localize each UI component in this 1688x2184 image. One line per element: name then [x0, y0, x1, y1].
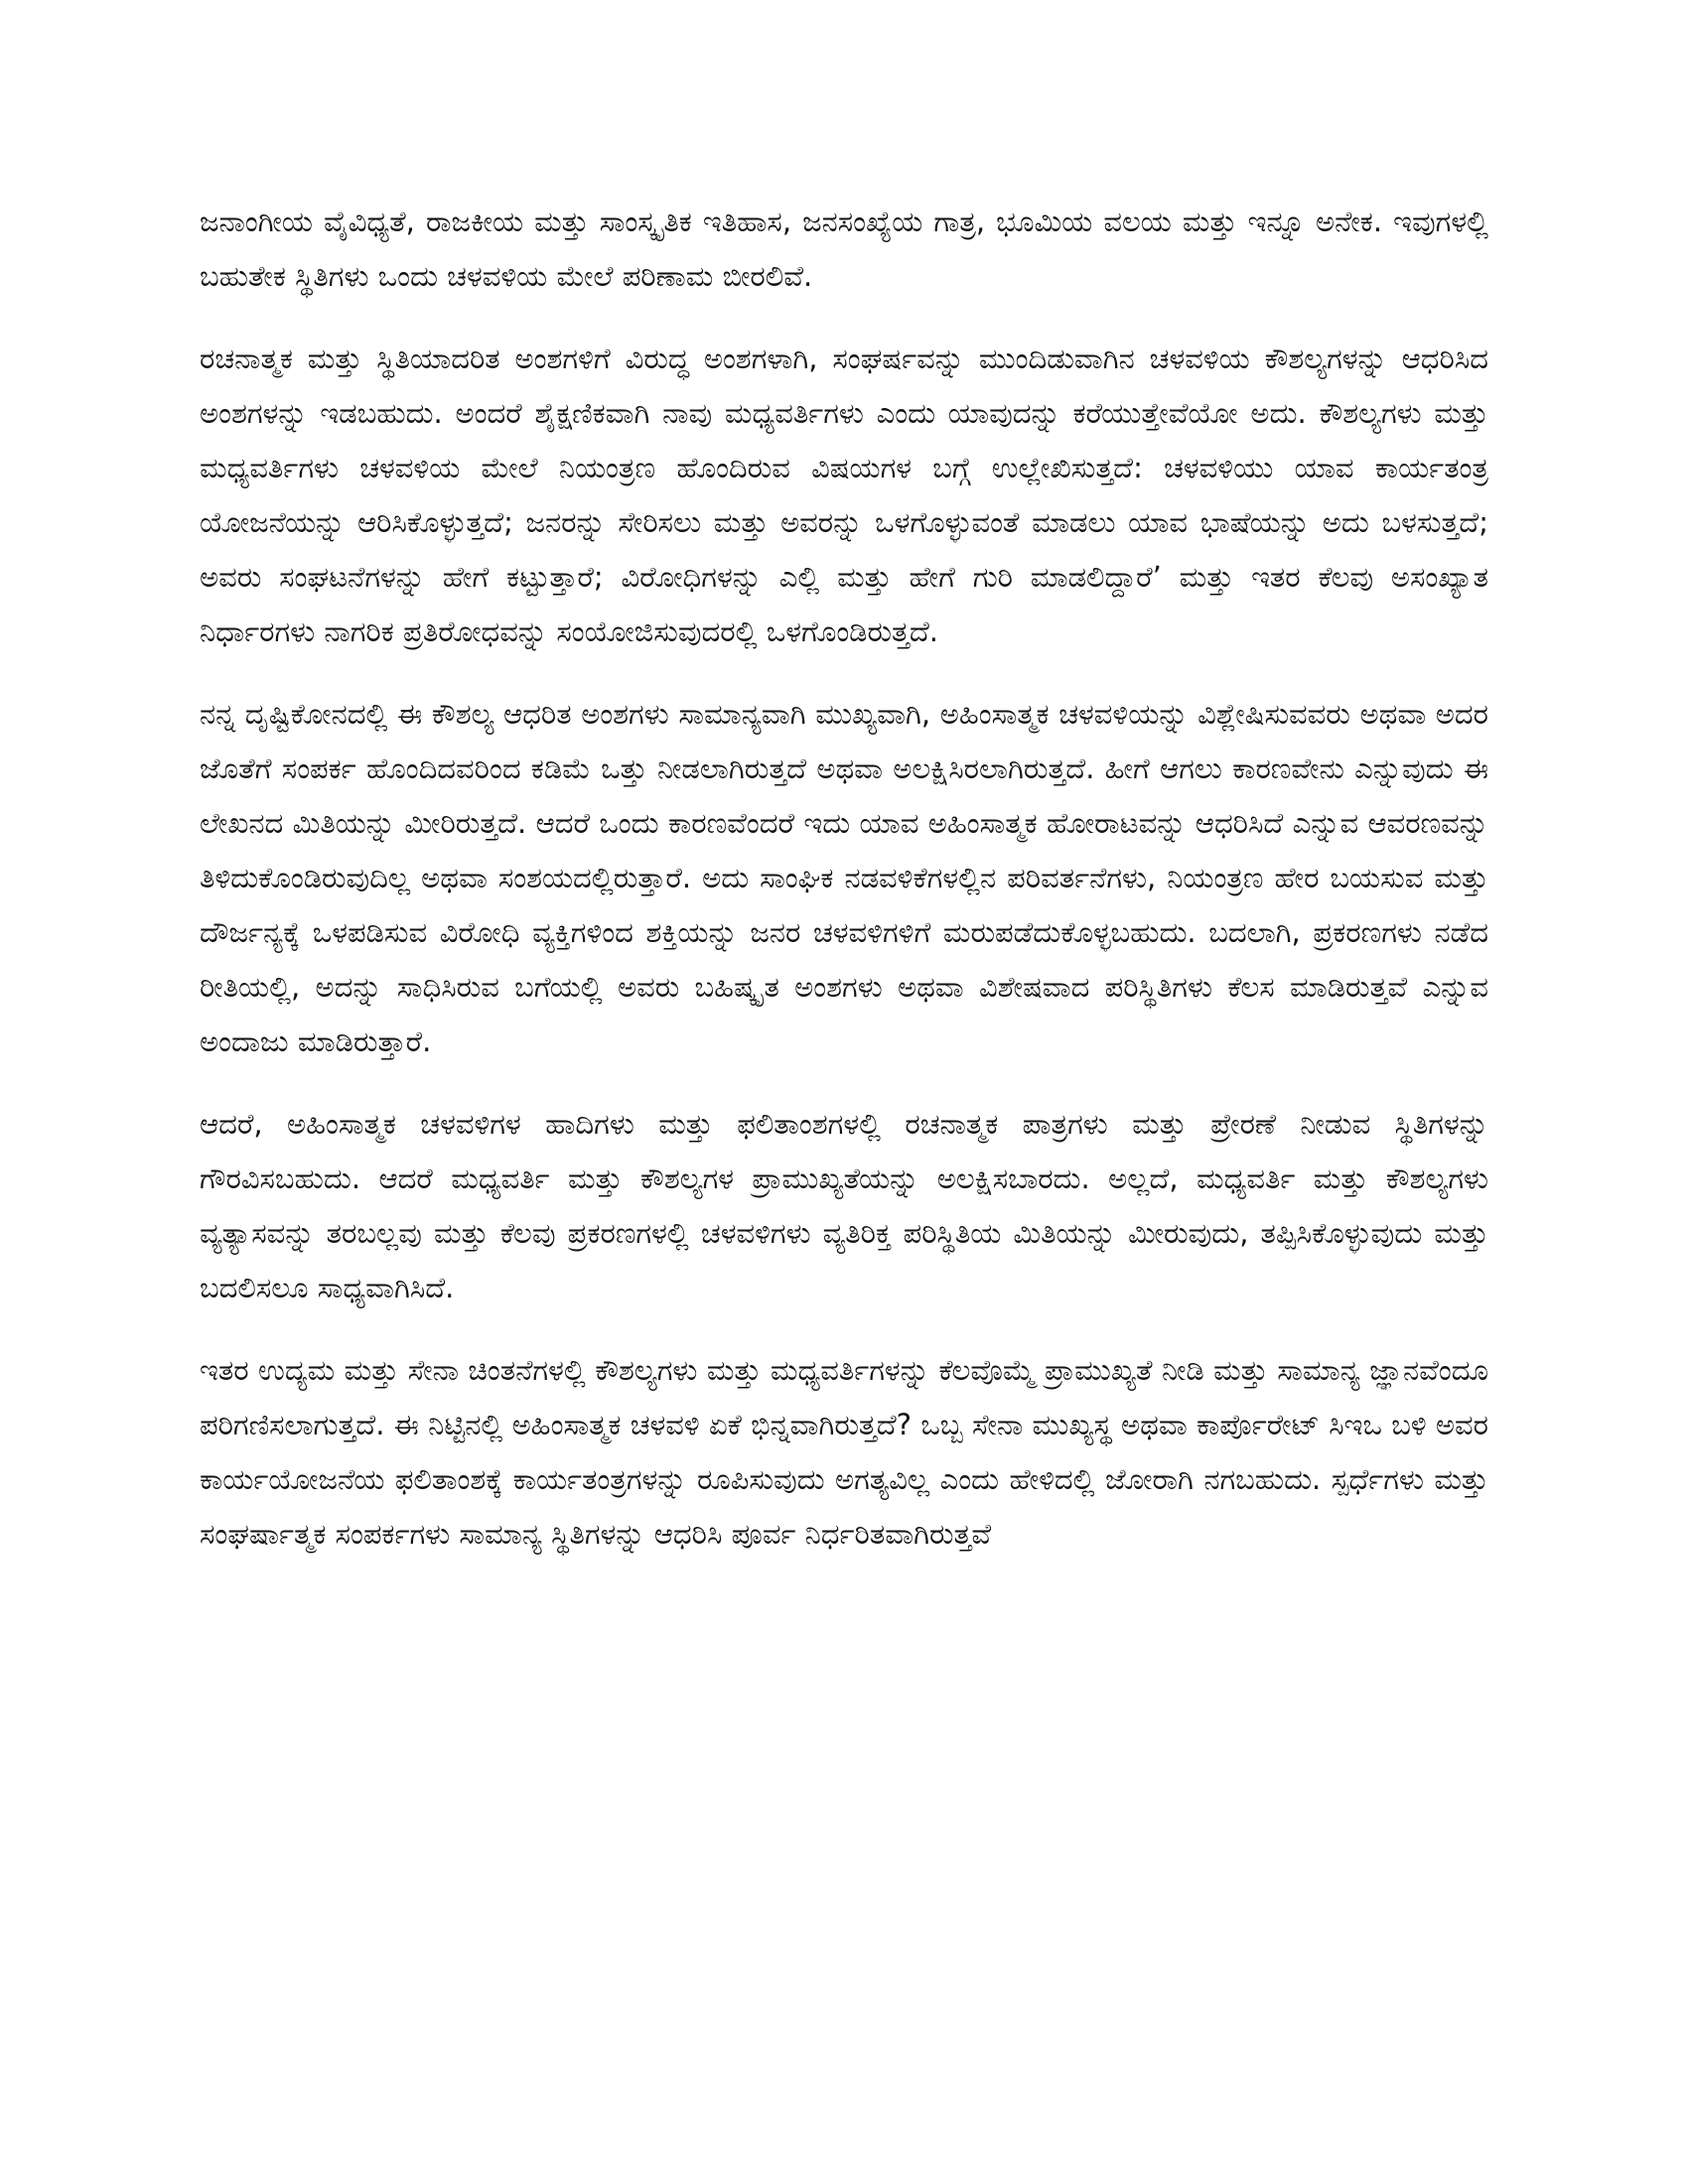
- document-body: [200, 195, 1488, 1589]
- paragraph-3: ನನ್ನ ದೃಷ್ಟಿಕೋನದಲ್ಲಿ ಈ ಕೌಶಲ್ಯ ಆಧರಿತ ಅಂಶಗಳು ಸಾಮಾನ್ಯವಾಗಿ ಮುಖ್ಯವಾಗಿ, ಅಹಿಂಸಾತ್ಮಕ ಚಳವಳಿಯನ್ನು ವಿಶ್ಲೇಷಿಸುವವರು ಅಥವಾ ಅದರ ಜೊತೆಗೆ ಸಂಪರ್ಕ ಹೊಂದಿದವರಿಂದ ಕಡಿಮೆ ಒತ್ತು ನೀಡಲಾಗಿರುತ್ತದೆ ಅಥವಾ ಅಲಕ್ಷಿಸಿರಲಾಗಿರುತ್ತದೆ. ಹೀಗೆ ಆಗಲು ಕಾರಣವೇನು ಎನ್ನುವುದು ಈ ಲೇಖನದ ಮಿತಿಯನ್ನು ಮೀರಿರುತ್ತದೆ. ಆದರೆ ಒಂದು ಕಾರಣವೆಂದರೆ ಇದು ಯಾವ ಅಹಿಂಸಾತ್ಮಕ ಹೋರಾಟವನ್ನು ಆಧರಿಸಿದೆ ಎನ್ನುವ ಆವರಣವನ್ನು ತಿಳಿದುಕೊಂಡಿರುವುದಿಲ್ಲ ಅಥವಾ ಸಂಶಯದಲ್ಲಿರುತ್ತಾರೆ. ಅದು ಸಾಂಘಿಕ ನಡವಳಿಕೆಗಳಲ್ಲಿನ ಪರಿವರ್ತನೆಗಳು, ನಿಯಂತ್ರಣ ಹೇರ ಬಯಸುವ ಮತ್ತು ದೌರ್ಜನ್ಯಕ್ಕೆ ಒಳಪಡಿಸುವ ವಿರೋಧಿ ವ್ಯಕ್ತಿಗಳಿಂದ ಶಕ್ತಿಯನ್ನು ಜನರ ಚಳವಳಿಗಳಿಗೆ ಮರುಪಡೆದುಕೊಳ್ಳಬಹುದು. ಬದಲಾಗಿ, ಪ್ರಕರಣಗಳು ನಡೆದ ರೀತಿಯಲ್ಲಿ, ಅದನ್ನು ಸಾಧಿಸಿರುವ ಬಗೆಯಲ್ಲಿ ಅವರು ಬಹಿಷ್ಕೃತ ಅಂಶಗಳು ಅಥವಾ ವಿಶೇಷವಾದ ಪರಿಸ್ಥಿತಿಗಳು ಕೆಲಸ ಮಾಡಿರುತ್ತವೆ ಎನ್ನುವ ಅಂದಾಜು ಮಾಡಿರುತ್ತಾರೆ.: [200, 697, 1488, 1058]
- paragraph-4: ಆದರೆ, ಅಹಿಂಸಾತ್ಮಕ ಚಳವಳಿಗಳ ಹಾದಿಗಳು ಮತ್ತು ಫಲಿತಾಂಶಗಳಲ್ಲಿ ರಚನಾತ್ಮಕ ಪಾತ್ರಗಳು ಮತ್ತು ಪ್ರೇರಣೆ ನೀಡುವ ಸ್ಥಿತಿಗಳನ್ನು ಗೌರವಿಸಬಹುದು. ಆದರೆ ಮಧ್ಯವರ್ತಿ ಮತ್ತು ಕೌಶಲ್ಯಗಳ ಪ್ರಾಮುಖ್ಯತೆಯನ್ನು ಅಲಕ್ಷಿಸಬಾರದು. ಅಲ್ಲದೆ, ಮಧ್ಯವರ್ತಿ ಮತ್ತು ಕೌಶಲ್ಯಗಳು ವ್ಯತ್ಯಾಸವನ್ನು ತರಬಲ್ಲವು ಮತ್ತು ಕೆಲವು ಪ್ರಕರಣಗಳಲ್ಲಿ ಚಳವಳಿಗಳು ವ್ಯತಿರಿಕ್ತ ಪರಿಸ್ಥಿತಿಯ ಮಿತಿಯನ್ನು ಮೀರುವುದು, ತಪ್ಪಿಸಿಕೊಳ್ಳುವುದು ಮತ್ತು ಬದಲಿಸಲೂ ಸಾಧ್ಯವಾಗಿಸಿದೆ.: [200, 1107, 1488, 1304]
- paragraph-5: ಇತರ ಉದ್ಯಮ ಮತ್ತು ಸೇನಾ ಚಿಂತನೆಗಳಲ್ಲಿ ಕೌಶಲ್ಯಗಳು ಮತ್ತು ಮಧ್ಯವರ್ತಿಗಳನ್ನು ಕೆಲವೊಮ್ಮೆ ಪ್ರಾಮುಖ್ಯತೆ ನೀಡಿ ಮತ್ತು ಸಾಮಾನ್ಯ ಜ್ಞಾನವೆಂದೂ ಪರಿಗಣಿಸಲಾಗುತ್ತದೆ. ಈ ನಿಟ್ಟಿನಲ್ಲಿ ಅಹಿಂಸಾತ್ಮಕ ಚಳವಳಿ ಏಕೆ ಭಿನ್ನವಾಗಿರುತ್ತದೆ? ಒಬ್ಬ ಸೇನಾ ಮುಖ್ಯಸ್ಥ ಅಥವಾ ಕಾರ್ಪೊರೇಟ್ ಸಿಇಒ ಬಳಿ ಅವರ ಕಾರ್ಯಯೋಜನೆಯ ಫಲಿತಾಂಶಕ್ಕೆ ಕಾರ್ಯತಂತ್ರಗಳನ್ನು ರೂಪಿಸುವುದು ಅಗತ್ಯವಿಲ್ಲ ಎಂದು ಹೇಳಿದಲ್ಲಿ ಜೋರಾಗಿ ನಗಬಹುದು. ಸ್ಪರ್ಧೆಗಳು ಮತ್ತು ಸಂಘರ್ಷಾತ್ಮಕ ಸಂಪರ್ಕಗಳು ಸಾಮಾನ್ಯ ಸ್ಥಿತಿಗಳನ್ನು ಆಧರಿಸಿ ಪೂರ್ವ ನಿರ್ಧರಿತವಾಗಿರುತ್ತವೆ: [200, 1353, 1488, 1551]
- paragraph-2: ರಚನಾತ್ಮಕ ಮತ್ತು ಸ್ಥಿತಿಯಾದರಿತ ಅಂಶಗಳಿಗೆ ವಿರುದ್ಧ ಅಂಶಗಳಾಗಿ, ಸಂಘರ್ಷವನ್ನು ಮುಂದಿಡುವಾಗಿನ ಚಳವಳಿಯ ಕೌಶಲ್ಯಗಳನ್ನು ಆಧರಿಸಿದ ಅಂಶಗಳನ್ನು ಇಡಬಹುದು. ಅಂದರೆ ಶೈಕ್ಷಣಿಕವಾಗಿ ನಾವು ಮಧ್ಯವರ್ತಿಗಳು ಎಂದು ಯಾವುದನ್ನು ಕರೆಯುತ್ತೇವೆಯೋ ಅದು. ಕೌಶಲ್ಯಗಳು ಮತ್ತು ಮಧ್ಯವರ್ತಿಗಳು ಚಳವಳಿಯ ಮೇಲೆ ನಿಯಂತ್ರಣ ಹೊಂದಿರುವ ವಿಷಯಗಳ ಬಗ್ಗೆ ಉಲ್ಲೇಖಿಸುತ್ತದೆ: ಚಳವಳಿಯು ಯಾವ ಕಾರ್ಯತಂತ್ರ ಯೋಜನೆಯನ್ನು ಆರಿಸಿಕೊಳ್ಳುತ್ತದೆ; ಜನರನ್ನು ಸೇರಿಸಲು ಮತ್ತು ಅವರನ್ನು ಒಳಗೊಳ್ಳುವಂತೆ ಮಾಡಲು ಯಾವ ಭಾಷೆಯನ್ನು ಅದು ಬಳಸುತ್ತದೆ; ಅವರು ಸಂಘಟನೆಗಳನ್ನು ಹೇಗೆ ಕಟ್ಟುತ್ತಾರೆ; ವಿರೋಧಿಗಳನ್ನು ಎಲ್ಲಿ ಮತ್ತು ಹೇಗೆ ಗುರಿ ಮಾಡಲಿದ್ದಾರೆ’ ಮತ್ತು ಇತರ ಕೆಲವು ಅಸಂಖ್ಯಾತ ನಿರ್ಧಾರಗಳು ನಾಗರಿಕ ಪ್ರತಿರೋಧವನ್ನು ಸಂಯೋಜಿಸುವುದರಲ್ಲಿ ಒಳಗೊಂಡಿರುತ್ತದೆ.: [200, 341, 1488, 648]
- paragraph-1: ಜನಾಂಗೀಯ ವೈವಿಧ್ಯತೆ, ರಾಜಕೀಯ ಮತ್ತು ಸಾಂಸ್ಕೃತಿಕ ಇತಿಹಾಸ, ಜನಸಂಖ್ಯೆಯ ಗಾತ್ರ, ಭೂಮಿಯ ವಲಯ ಮತ್ತು ಇನ್ನೂ ಅನೇಕ. ಇವುಗಳಲ್ಲಿ ಬಹುತೇಕ ಸ್ಥಿತಿಗಳು ಒಂದು ಚಳವಳಿಯ ಮೇಲೆ ಪರಿಣಾಮ ಬೀರಲಿವೆ.: [200, 205, 1488, 293]
